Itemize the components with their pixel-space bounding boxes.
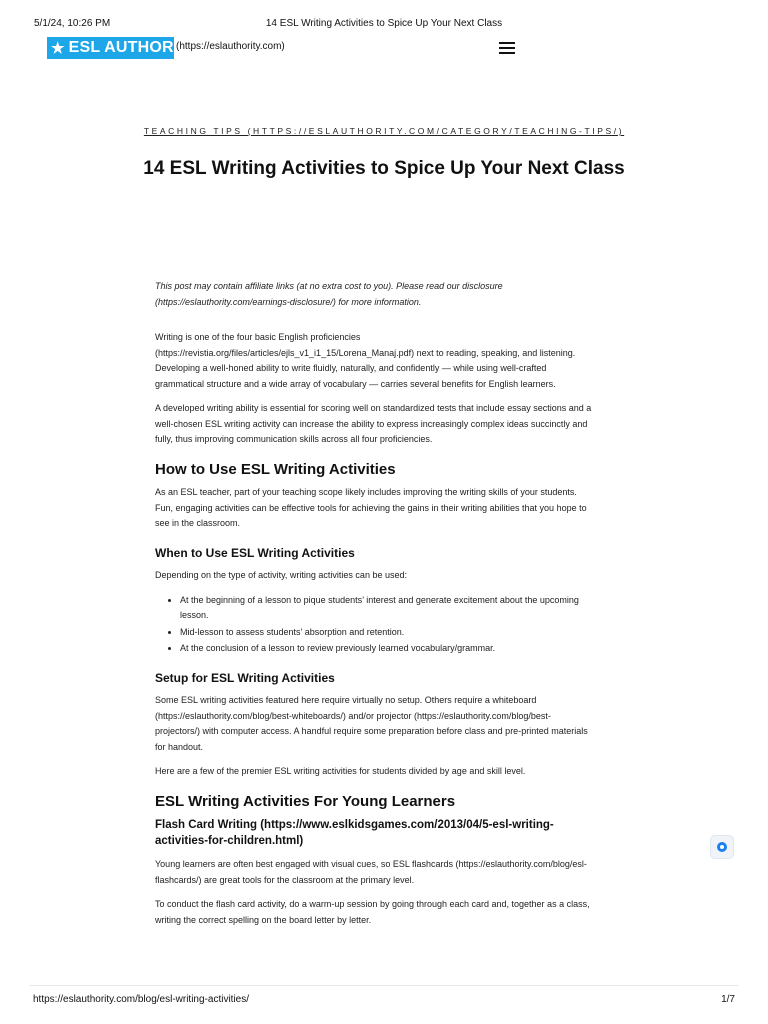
print-footer (33, 994, 735, 1008)
print-header (34, 18, 734, 32)
setup-paragraph: Here are a few of the premier ESL writing activities for students divided by age and skill level. (155, 766, 526, 776)
logo-url: (https://eslauthority.com) (176, 41, 285, 52)
section-heading-how: How to Use ESL Writing Activities (155, 460, 396, 478)
list-item: • At the conclusion of a lesson to review previously learned vocabulary/grammar. (180, 641, 595, 657)
intro-paragraph: Writing is one of the four basic English proficiencies (https://revistia.org/files/articles/ejls_v1_i1_15/Lorena_Manaj.pdf) next to reading, speaking, and listening. Developing a well-honed ability to write fluidly, naturally, and confidently — while using well-crafted grammatical structure and a wide array of vocabulary — carries several benefits for English learners. (155, 332, 576, 389)
setup-paragraph: Some ESL writing activities featured here require virtually no setup. Others require a whiteboard (https://eslauthority.com/blog/best-whiteboards/) and/or projector (https://eslauthority.com/blog/best-projectors/) with computer access. A handful require some preparation before class and pre-printed materials for handout. (155, 695, 588, 752)
when-paragraph: Depending on the type of activity, writing activities can be used: (155, 570, 407, 580)
list-item: • At the beginning of a lesson to pique students’ interest and generate excitement about the upcoming lesson. (180, 593, 595, 624)
logo-text: ESL AUTHORITY (68, 39, 200, 56)
intro-paragraph: A developed writing ability is essential for scoring well on standardized tests that include essay sections and a well-chosen ESL writing activity can increase the ability to express increasingly complex ideas succinctly and fully, thus improving communication skills across all four proficiencies. (155, 403, 592, 444)
section-heading-young: ESL Writing Activities For Young Learners (155, 792, 456, 810)
print-date: 5/1/24, 10:26 PM (34, 18, 111, 29)
star-icon: ★ (51, 40, 65, 57)
site-logo[interactable] (47, 37, 200, 59)
affiliate-disclosure: This post may contain affiliate links (at no extra cost to you). Please read our disclosure (https://eslauthority.com/earnings-disclosure/) for more information. (155, 281, 503, 307)
site-header (47, 37, 734, 59)
how-paragraph: As an ESL teacher, part of your teaching scope likely includes improving the writing skills of your students. Fun, engaging activities can be effective tools for achieving the gains in their writing abilities that you hope to see in the classroom. (155, 487, 587, 528)
print-url: https://eslauthority.com/blog/esl-writing-activities/ (33, 994, 250, 1005)
article-body (155, 279, 595, 937)
subheading-when: When to Use ESL Writing Activities (155, 545, 355, 560)
widget-icon (717, 842, 727, 852)
when-list (155, 593, 595, 657)
hamburger-menu-icon[interactable] (499, 42, 515, 54)
flash-paragraph: To conduct the flash card activity, do a warm-up session by going through each card and, together as a class, writing the correct spelling on the board letter by letter. (155, 899, 590, 925)
list-item: • Mid-lesson to assess students’ absorption and retention. (180, 625, 595, 641)
print-doc-title: 14 ESL Writing Activities to Spice Up Your Next Class (265, 18, 503, 29)
footer-divider (30, 985, 738, 986)
flash-paragraph: Young learners are often best engaged with visual cues, so ESL flashcards (https://eslauthority.com/blog/esl-flashcards/) are great tools for the classroom at the primary level. (155, 859, 587, 885)
page-title: 14 ESL Writing Activities to Spice Up Your Next Class (143, 158, 625, 179)
page-number: 1/7 (721, 994, 735, 1005)
floating-widget-button[interactable] (710, 835, 734, 859)
category-link[interactable]: TEACHING TIPS (HTTPS://ESLAUTHORITY.COM/CATEGORY/TEACHING-TIPS/) (143, 126, 625, 136)
activity-heading-flash-card[interactable]: Flash Card Writing (https://www.eslkidsgames.com/2013/04/5-esl-writing-activities-for-children.html) (155, 819, 554, 847)
subheading-setup: Setup for ESL Writing Activities (155, 670, 335, 685)
